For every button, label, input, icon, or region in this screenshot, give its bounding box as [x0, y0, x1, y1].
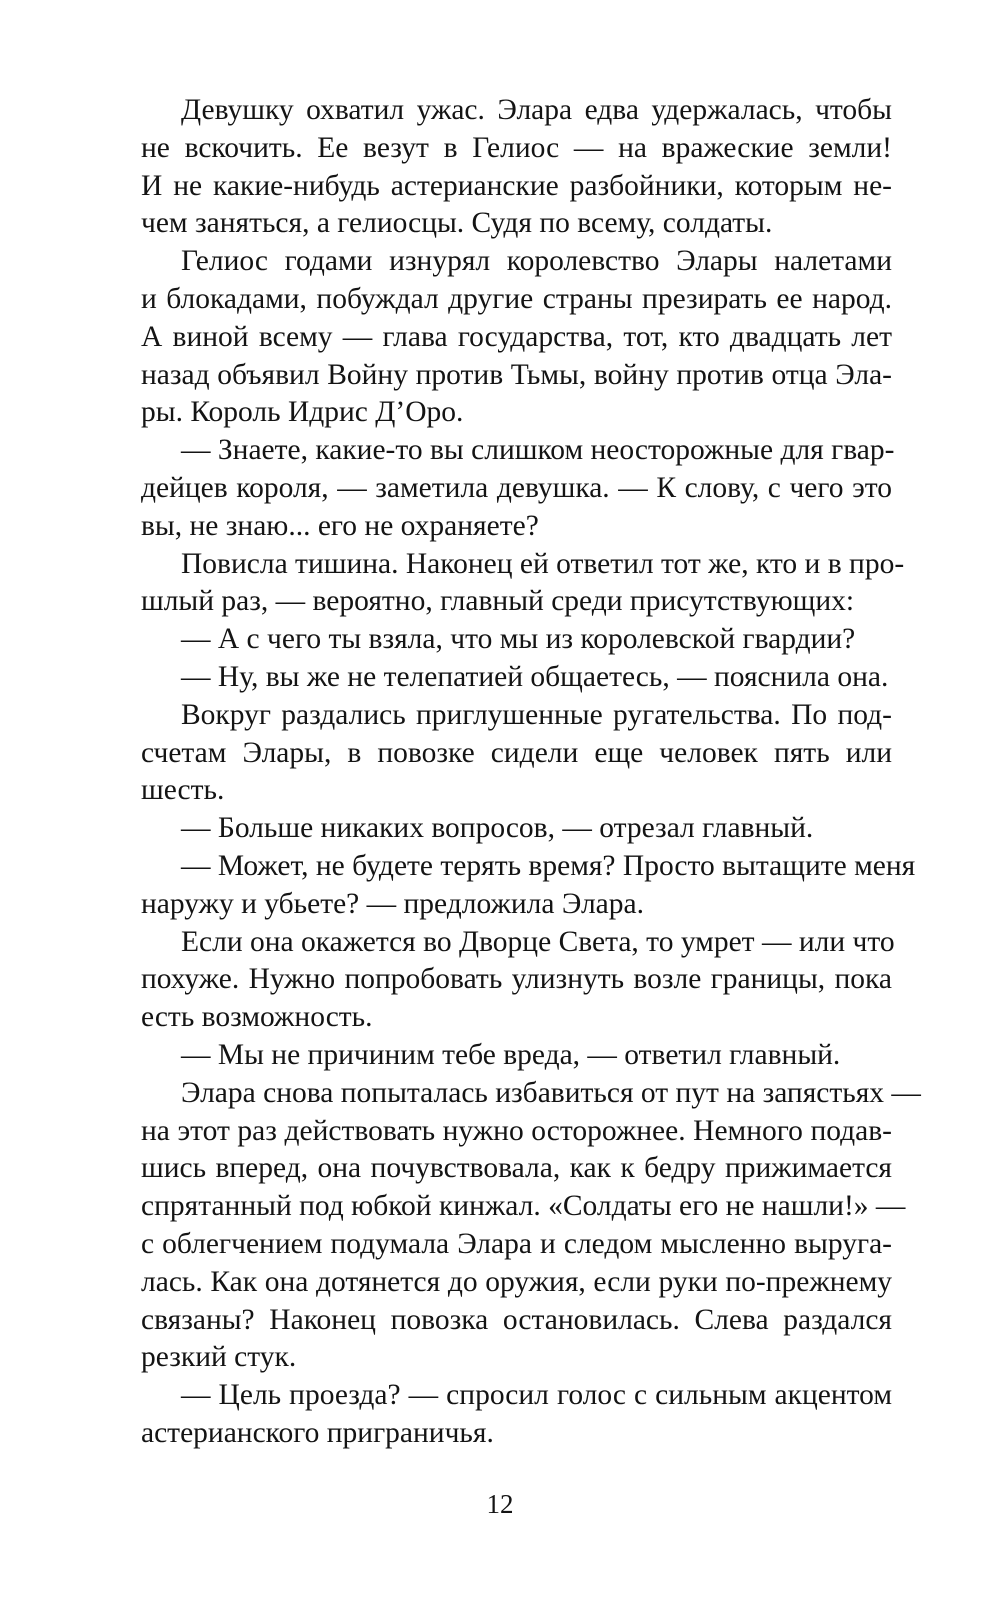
text-line: шлый раз, — вероятно, главный среди присутствующих:: [141, 585, 855, 618]
text-line: резкий стук.: [141, 1341, 297, 1374]
text-line: счетам Элары, в повозке сидели еще человек пять или: [141, 736, 892, 769]
text-line: — Больше никаких вопросов, — отрезал главный.: [181, 812, 814, 845]
text-line: назад объявил Войну против Тьмы, войну против отца Эла-: [141, 358, 892, 391]
text-line: на этот раз действовать нужно осторожнее. Немного подав-: [141, 1114, 892, 1147]
text-line: шесть.: [141, 774, 225, 807]
paragraph: [141, 621, 892, 659]
text-line: шись вперед, она почувствовала, как к бедру прижимается: [141, 1152, 892, 1185]
text-line: спрятанный под юбкой кинжал. «Солдаты его не нашли!» —: [141, 1190, 906, 1223]
text-line: А виной всему — глава государства, тот, кто двадцать лет: [141, 320, 892, 353]
paragraph: [141, 1037, 892, 1075]
text-line: есть возможность.: [141, 1001, 373, 1034]
text-line: связаны? Наконец повозка остановилась. Слева раздался: [141, 1303, 892, 1336]
paragraph: [141, 848, 916, 924]
paragraph: [141, 432, 895, 545]
paragraph: [141, 924, 895, 1037]
text-line: ры. Король Идрис Д’Оро.: [141, 396, 464, 429]
page-text: [141, 92, 921, 1453]
paragraph: [141, 546, 905, 622]
text-line: Если она окажется во Дворце Света, то умрет — или что: [181, 925, 895, 958]
text-line: — Мы не причиним тебе вреда, — ответил главный.: [181, 1038, 841, 1071]
text-line: Гелиос годами изнурял королевство Элары налетами: [181, 245, 892, 278]
text-line: — Может, не будете терять время? Просто вытащите меня: [181, 849, 916, 882]
paragraph: [141, 92, 892, 243]
text-line: — Знаете, какие-то вы слишком неосторожные для гвар-: [181, 434, 895, 467]
text-line: Элара снова попыталась избавиться от пут на запястьях —: [181, 1076, 921, 1109]
text-line: астерианского приграничья.: [141, 1416, 494, 1449]
paragraph: [141, 243, 892, 432]
text-line: Вокруг раздались приглушенные ругательства. По под-: [181, 698, 892, 731]
text-line: и блокадами, побуждал другие страны презирать ее народ.: [141, 282, 892, 315]
text-line: — А с чего ты взяла, что мы из королевской гвардии?: [181, 623, 856, 656]
paragraph: [141, 810, 892, 848]
page-number: 12: [486, 1489, 514, 1519]
text-line: — Цель проезда? — спросил голос с сильным акцентом: [181, 1379, 892, 1412]
text-line: — Ну, вы же не телепатией общаетесь, — пояснила она.: [181, 660, 889, 693]
text-line: похуже. Нужно попробовать улизнуть возле границы, пока: [141, 963, 892, 996]
text-line: дейцев короля, — заметила девушка. — К слову, с чего это: [141, 471, 892, 504]
text-line: лась. Как она дотянется до оружия, если руки по-прежнему: [141, 1265, 892, 1298]
paragraph: [141, 1377, 892, 1453]
text-line: Повисла тишина. Наконец ей ответил тот же, кто и в про-: [181, 547, 905, 580]
paragraph: [141, 697, 892, 810]
text-line: не вскочить. Ее везут в Гелиос — на вражеские земли!: [141, 131, 892, 164]
paragraph: [141, 1075, 921, 1377]
paragraph: [141, 659, 892, 697]
text-line: наружу и убьете? — предложила Элара.: [141, 887, 644, 920]
text-line: чем заняться, а гелиосцы. Судя по всему, солдаты.: [141, 207, 773, 240]
text-line: вы, не знаю... его не охраняете?: [141, 509, 539, 542]
text-line: И не какие-нибудь астерианские разбойники, которым не-: [141, 169, 892, 202]
text-line: Девушку охватил ужас. Элара едва удержалась, чтобы: [181, 94, 892, 126]
text-line: с облегчением подумала Элара и следом мысленно выруга-: [141, 1227, 892, 1260]
